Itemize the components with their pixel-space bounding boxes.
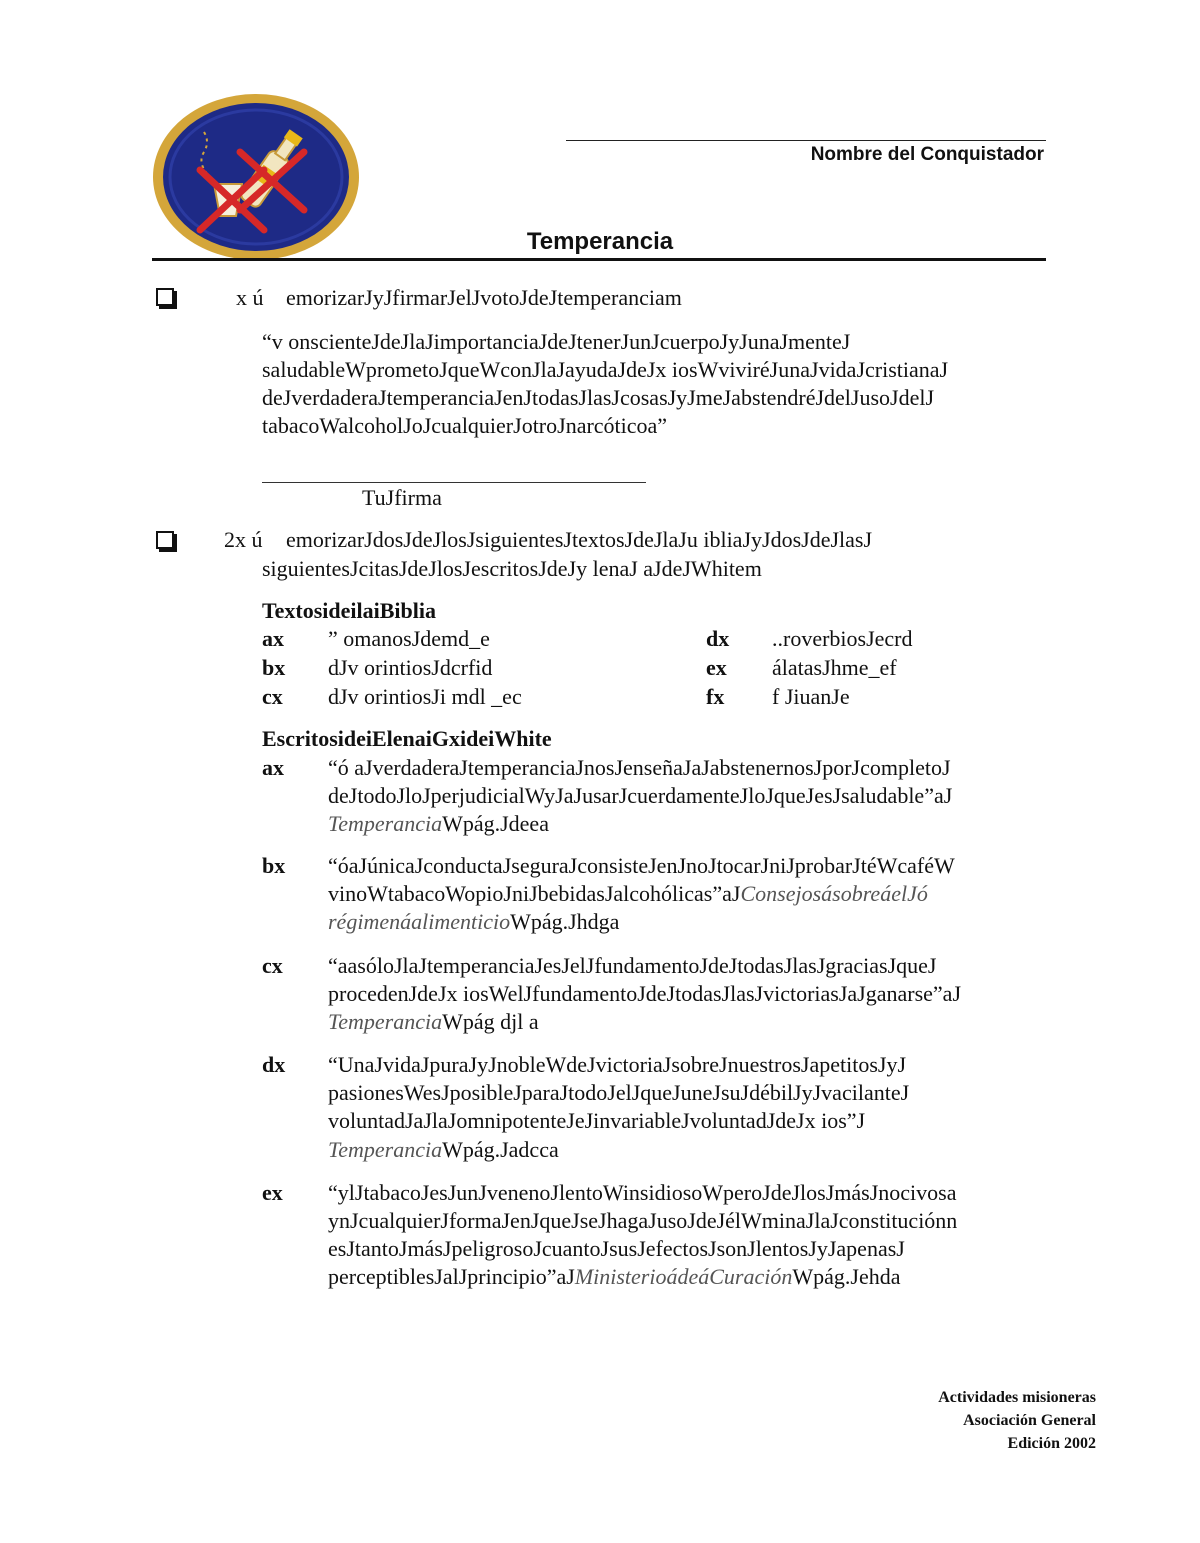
temperance-badge-icon [152, 92, 362, 262]
bible-item-letter: ex [706, 655, 727, 680]
quote-line: pasionesWesJposibleJparaJtodoJelJqueJuneJsuJdébilJyJvacilanteJ [328, 1080, 910, 1105]
pledge-line-1: “v onscienteJdeJlaJimportanciaJdeJtenerJunJcuerpoJyJunaJmenteJ [262, 329, 851, 354]
checkbox-requirement-2[interactable] [156, 531, 174, 549]
quote-line: “óaJúnicaJconductaJseguraJconsisteJenJnoJtocarJniJprobarJtéWcaféW [328, 853, 955, 878]
signature-label: TuJfirma [362, 485, 442, 510]
quote-citation [328, 908, 619, 936]
quote-line [328, 1263, 900, 1291]
quote-line: “aasóloJlaJtemperanciaJesJelJfundamentoJdeJtodasJlasJgraciasJqueJ [328, 953, 937, 978]
requirement-2-line-1: emorizarJdosJdeJlosJsiguientesJtextosJdeJlaJu ibliaJyJdosJdeJlasJ [286, 527, 873, 552]
quote-citation [328, 1136, 559, 1164]
bible-item-letter: fx [706, 684, 725, 709]
bible-item-ref: f JiuanJe [772, 684, 850, 709]
requirement-2-line-2: siguientesJcitasJdeJlosJescritosJdeJy lenaJ aJdeJWhitem [262, 556, 762, 581]
citation-page: Wpág.Jdeea [442, 811, 549, 836]
citation-source: régimenáalimenticio [328, 909, 511, 934]
white-writings-heading: EscritosideiElenaiGxideiWhite [262, 726, 552, 751]
requirement-1-number: x ú [236, 285, 264, 310]
quote-citation [328, 810, 549, 838]
bible-item-ref: ..roverbiosJecrd [772, 626, 913, 651]
signature-line [262, 482, 646, 483]
requirement-2-number: 2x ú [224, 527, 263, 552]
quote-line: voluntadJaJlaJomnipotenteJeJinvariableJvoluntadJdeJx ios”J [328, 1108, 866, 1133]
quote-letter: ex [262, 1180, 283, 1205]
citation-source: MinisterioádeáCuración [574, 1264, 793, 1289]
footer-line-3: Edición 2002 [1007, 1435, 1096, 1452]
quote-line: “ó aJverdaderaJtemperanciaJnosJenseñaJaJabstenernosJporJcompletoJ [328, 755, 951, 780]
name-signature-line [566, 140, 1046, 141]
name-label: Nombre del Conquistador [810, 144, 1044, 165]
bible-texts-heading: TextosideilaiBiblia [262, 598, 437, 623]
bible-item-letter: ax [262, 626, 284, 651]
quote-line: deJtodoJloJperjudicialWyJaJusarJcuerdamenteJloJqueJesJsaludable”aJ [328, 783, 953, 808]
bible-item-ref: dJv orintiosJi mdl _ec [328, 684, 522, 709]
bible-item-ref: dJv orintiosJdcrfid [328, 655, 493, 680]
quote-text: perceptiblesJalJprincipio”aJ [328, 1264, 575, 1289]
footer-line-2: Asociación General [963, 1412, 1096, 1429]
quote-line: “UnaJvidaJpuraJyJnobleWdeJvictoriaJsobreJnuestrosJapetitosJyJ [328, 1052, 907, 1077]
bible-item-ref: álatasJhme_ef [772, 655, 897, 680]
citation-page: Wpág.Jadcca [442, 1137, 559, 1162]
footer-line-1: Actividades misioneras [938, 1389, 1096, 1406]
bible-item-letter: dx [706, 626, 730, 651]
quote-line: ynJcualquierJformaJenJqueJseJhagaJusoJdeJélWminaJlaJconstituciónn [328, 1208, 958, 1233]
quote-letter: cx [262, 953, 283, 978]
pledge-line-4: tabacoWalcoholJoJcualquierJotroJnarcóticoa” [262, 413, 668, 438]
citation-source: Temperancia [328, 1137, 443, 1162]
title-rule [152, 258, 1046, 261]
bible-item-letter: bx [262, 655, 286, 680]
requirement-1-text: emorizarJyJfirmarJelJvotoJdeJtemperanciam [286, 285, 682, 310]
quote-letter: bx [262, 853, 286, 878]
citation-source: Temperancia [328, 1009, 443, 1034]
quote-line: procedenJdeJx iosWelJfundamentoJdeJtodasJlasJvictoriasJaJganarse”aJ [328, 981, 962, 1006]
footer [800, 1386, 1096, 1455]
quote-letter: ax [262, 755, 284, 780]
quote-letter: dx [262, 1052, 286, 1077]
citation-source: Temperancia [328, 811, 443, 836]
pledge-line-2: saludableWprometoJqueWconJlaJayudaJdeJx iosWviviréJunaJvidaJcristianaJ [262, 357, 949, 382]
bible-item-ref: ” omanosJdemd_e [328, 626, 490, 651]
page-title: Temperancia [526, 228, 674, 255]
checkbox-requirement-1[interactable] [156, 288, 174, 306]
citation-page: Wpág djl a [442, 1009, 539, 1034]
quote-text: vinoWtabacoWopioJniJbebidasJalcohólicas”aJ [328, 881, 741, 906]
citation-source: ConsejosásobreáelJó [740, 881, 928, 906]
pledge-line-3: deJverdaderaJtemperanciaJenJtodasJlasJcosasJyJmeJabstendréJdelJusoJdelJ [262, 385, 935, 410]
quote-line [328, 880, 928, 908]
citation-page: Wpág.Jhdga [510, 909, 620, 934]
quote-line: esJtantoJmásJpeligrosoJcuantoJsusJefectosJsonJlentosJyJapenasJ [328, 1236, 905, 1261]
quote-line: “ylJtabacoJesJunJvenenoJlentoWinsidiosoWperoJdeJlosJmásJnocivosa [328, 1180, 957, 1205]
quote-citation [328, 1008, 539, 1036]
citation-page: Wpág.Jehda [792, 1264, 901, 1289]
bible-item-letter: cx [262, 684, 283, 709]
